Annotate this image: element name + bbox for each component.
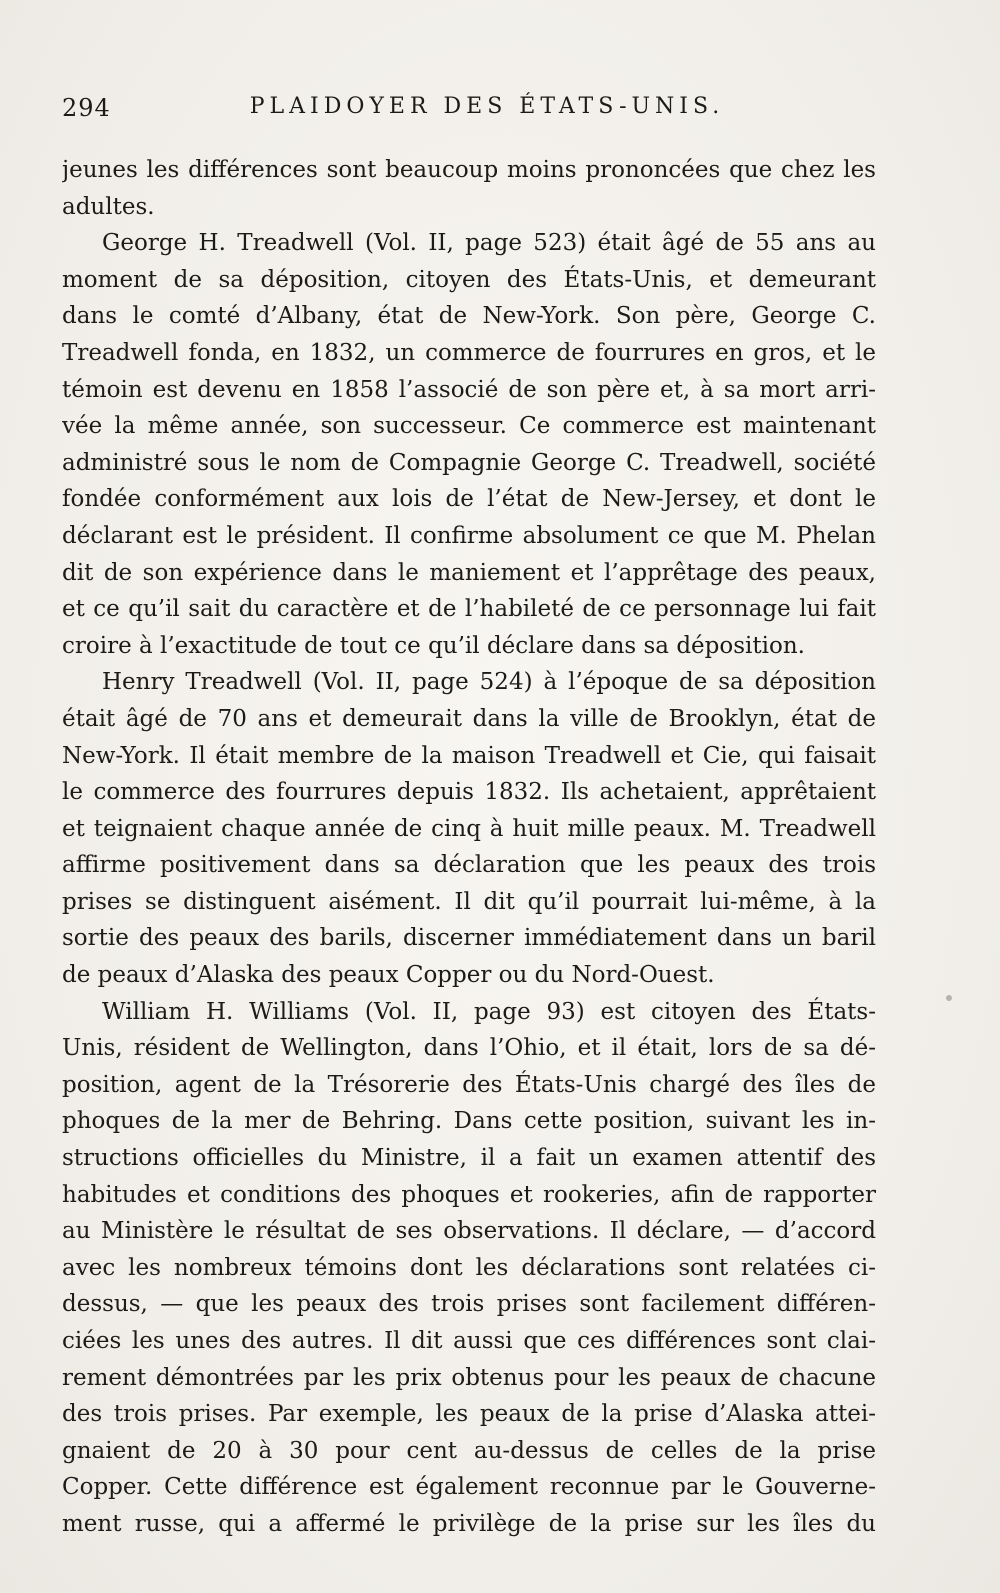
text-line: Treadwell fonda, en 1832, un commerce de fourrures en gros, et le xyxy=(62,339,876,366)
text-line: administré sous le nom de Compagnie George C. Treadwell, société xyxy=(62,449,876,476)
text-line: dit de son expérience dans le maniement et l’apprêtage des peaux, xyxy=(62,559,876,586)
text-line: adultes. xyxy=(62,193,155,220)
text-line: dessus, — que les peaux des trois prises sont facilement différen- xyxy=(62,1291,876,1318)
text-line: le commerce des fourrures depuis 1832. Ils achetaient, apprêtaient xyxy=(62,779,876,806)
page-header xyxy=(62,94,876,134)
text-line: avec les nombreux témoins dont les déclarations sont relatées ci- xyxy=(62,1254,876,1281)
text-line: dans le comté d’Albany, état de New-York. Son père, George C. xyxy=(62,303,876,330)
text-line: ment russe, qui a affermé le privilège de la prise sur les îles du xyxy=(62,1510,876,1537)
text-line: déclarant est le président. Il confirme absolument ce que M. Phelan xyxy=(62,522,876,549)
text-line: Copper. Cette différence est également reconnue par le Gouverne- xyxy=(62,1474,876,1501)
text-line: Henry Treadwell (Vol. II, page 524) à l’époque de sa déposition xyxy=(102,669,876,696)
text-line: position, agent de la Trésorerie des États-Unis chargé des îles de xyxy=(62,1071,876,1098)
running-title: PLAIDOYER DES ÉTATS-UNIS. xyxy=(249,94,725,119)
text-line: et ce qu’il sait du caractère et de l’habileté de ce personnage lui fait xyxy=(62,596,876,623)
text-line: vée la même année, son successeur. Ce commerce est maintenant xyxy=(62,413,876,440)
ink-speck xyxy=(946,995,952,1001)
text-line: et teignaient chaque année de cinq à huit mille peaux. M. Treadwell xyxy=(62,815,876,842)
text-line: témoin est devenu en 1858 l’associé de son père et, à sa mort arri- xyxy=(62,376,876,403)
text-line: structions officielles du Ministre, il a fait un examen attentif des xyxy=(62,1145,876,1172)
text-line: fondée conformément aux lois de l’état de New-Jersey, et dont le xyxy=(62,486,876,513)
text-line: sortie des peaux des barils, discerner immédiatement dans un baril xyxy=(62,925,876,952)
text-line: prises se distinguent aisément. Il dit qu’il pourrait lui-même, à la xyxy=(62,888,876,915)
text-line: des trois prises. Par exemple, les peaux de la prise d’Alaska attei- xyxy=(62,1401,876,1428)
text-line: de peaux d’Alaska des peaux Copper ou du Nord-Ouest. xyxy=(62,962,715,989)
text-line: au Ministère le résultat de ses observations. Il déclare, — d’accord xyxy=(62,1218,876,1245)
text-line: affirme positivement dans sa déclaration que les peaux des trois xyxy=(62,852,876,879)
text-line: gnaient de 20 à 30 pour cent au-dessus de celles de la prise xyxy=(62,1437,876,1464)
text-line: rement démontrées par les prix obtenus pour les peaux de chacune xyxy=(62,1364,876,1391)
text-line: New-York. Il était membre de la maison Treadwell et Cie, qui faisait xyxy=(62,742,876,769)
text-line: habitudes et conditions des phoques et rookeries, afin de rapporter xyxy=(62,1181,876,1208)
text-line: Unis, résident de Wellington, dans l’Ohio, et il était, lors de sa dé- xyxy=(62,1035,876,1062)
text-line: jeunes les différences sont beaucoup moins prononcées que chez les xyxy=(62,157,876,183)
text-line: était âgé de 70 ans et demeurait dans la ville de Brooklyn, état de xyxy=(62,705,876,732)
text-line: George H. Treadwell (Vol. II, page 523) était âgé de 55 ans au xyxy=(102,230,876,257)
page-number: 294 xyxy=(62,94,111,122)
text-line: croire à l’exactitude de tout ce qu’il déclare dans sa déposition. xyxy=(62,632,805,659)
text-line: moment de sa déposition, citoyen des États-Unis, et demeurant xyxy=(62,266,876,293)
text-line: William H. Williams (Vol. II, page 93) est citoyen des États- xyxy=(102,998,876,1025)
body-text xyxy=(62,152,876,1543)
text-line: ciées les unes des autres. Il dit aussi que ces différences sont clai- xyxy=(62,1328,876,1354)
text-line: phoques de la mer de Behring. Dans cette position, suivant les in- xyxy=(62,1108,876,1135)
